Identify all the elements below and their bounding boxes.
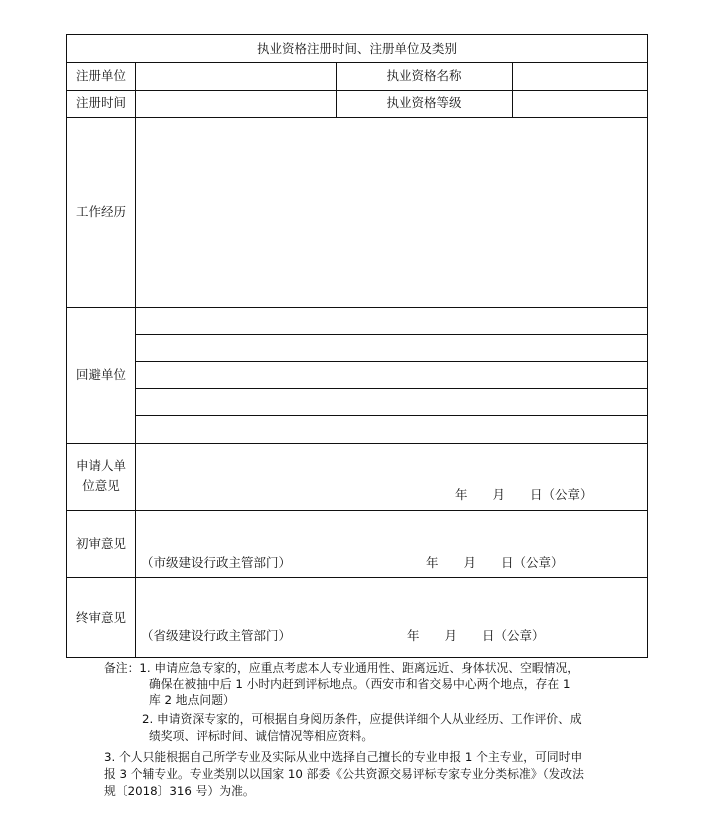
cert-level-field[interactable] [514,93,644,115]
final-seal-date: 年 月 日（公章） [407,628,545,643]
note-line: 2. 申请资深专家的，可根据自身阅历条件，应提供详细个人从业经历、工作评价、成 [142,712,582,726]
avoid-row-divider [135,361,647,362]
avoid-row-divider [135,388,647,389]
row-divider [67,117,647,118]
note-line: 绩奖项、评标时间、诚信情况等相应资料。 [149,729,374,743]
applicant-opinion-label: 位意见 [82,478,120,493]
final-org: （省级建设行政主管部门） [141,628,292,643]
row-divider [67,307,647,308]
work-label: 工作经历 [75,204,126,219]
avoid-row-divider [135,334,647,335]
avoid-unit-field[interactable] [137,418,644,440]
prelim-org: （市级建设行政主管部门） [141,555,292,570]
label-column-divider [135,62,136,657]
row-divider [67,577,647,578]
note-line: 报 3 个辅专业。专业类别以以国家 10 部委《公共资源交易评标专家专业分类标准》（发改法 [104,767,584,781]
avoid-unit-field[interactable] [137,310,644,332]
reg-time-field[interactable] [137,93,334,115]
reg-time-label: 注册时间 [75,95,126,110]
note-line: 备注：1. 申请应急专家的，应重点考虑本人专业通用性、距离远近、身体状况、空暇情况， [104,661,580,675]
prelim-seal-date: 年 月 日（公章） [426,555,564,570]
note-line: 确保在被抽中后 1 小时内赶到评标地点。（西安市和省交易中心两个地点，存在 1 [149,677,571,691]
avoid-label: 回避单位 [75,367,126,382]
prelim-label: 初审意见 [75,536,126,551]
reg-unit-field[interactable] [137,65,334,87]
column-divider [512,62,513,117]
avoid-row-divider [135,415,647,416]
cert-level-label: 执业资格等级 [386,95,462,110]
note-line: 3. 个人只能根据自己所学专业及实际从业中选择自己擅长的专业申报 1 个主专业，可同时申 [104,750,583,764]
applicant-opinion-label: 申请人单 [75,458,126,473]
note-line: 库 2 地点问题） [149,693,235,707]
row-divider [67,443,647,444]
row-divider [67,510,647,511]
cert-name-label: 执业资格名称 [386,68,462,83]
applicant-seal-date: 年 月 日（公章） [455,487,593,502]
row-divider [67,90,647,91]
expert-application-form [66,34,648,658]
cert-name-field[interactable] [514,65,644,87]
work-experience-field[interactable] [137,120,644,305]
note-line: 规〔2018〕316 号）为准。 [104,784,255,798]
table-title: 执业资格注册时间、注册单位及类别 [256,41,457,56]
final-label: 终审意见 [75,610,126,625]
reg-unit-label: 注册单位 [75,68,126,83]
avoid-unit-field[interactable] [137,391,644,413]
avoid-unit-field[interactable] [137,364,644,386]
row-divider [67,62,647,63]
avoid-unit-field[interactable] [137,337,644,359]
